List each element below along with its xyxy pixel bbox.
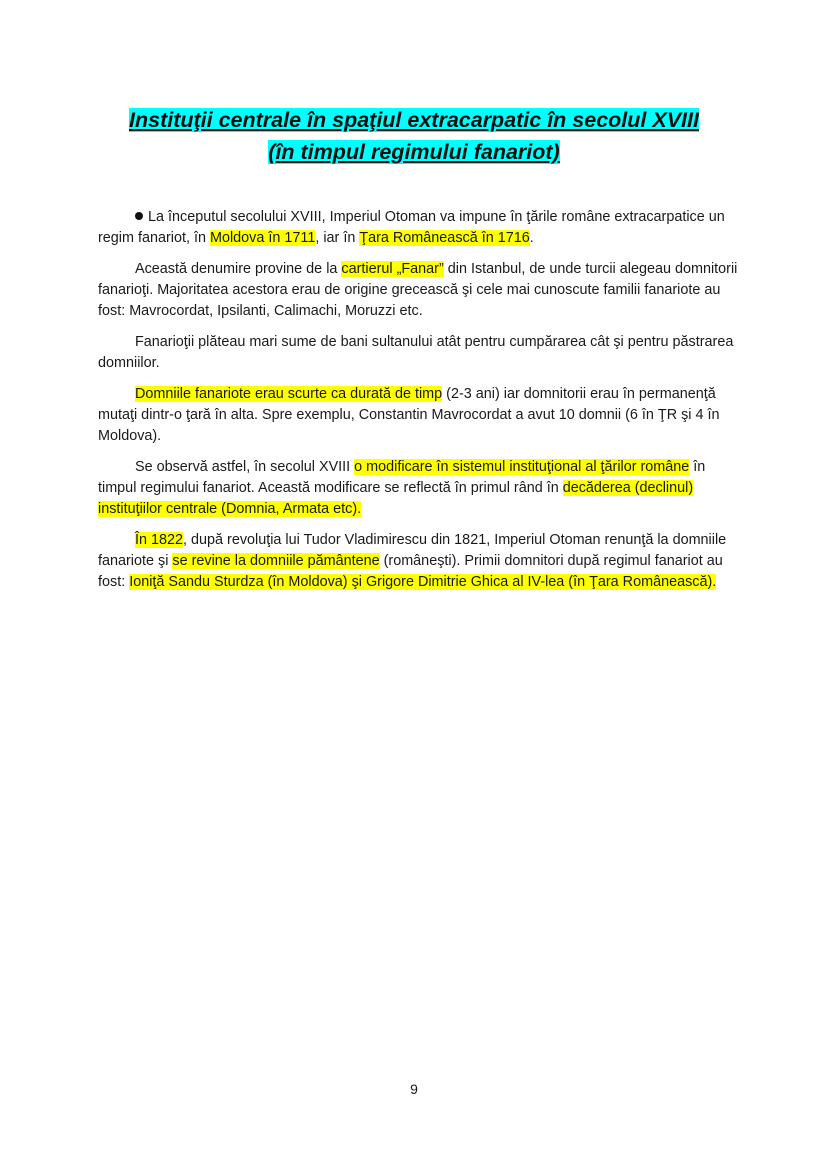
title-line-2: (în timpul regimului fanariot): [268, 140, 560, 164]
document-body: [98, 207, 738, 603]
paragraph-3: [98, 332, 738, 374]
p5-highlight-2: decăderea (declinul) instituţiilor centrale (Domnia, Armata etc).: [98, 480, 694, 517]
p5-text-1: Se observă astfel, în secolul XVIII: [135, 459, 355, 475]
p6-highlight-2: se revine la domniile pământene: [172, 553, 380, 569]
p1-text-2: , iar în: [315, 230, 360, 246]
p4-highlight-1: Domniile fanariote erau scurte ca durată de timp: [135, 386, 443, 402]
title-line-1: Instituţii centrale în spaţiul extracarpatic în secolul XVIII: [129, 108, 699, 132]
p1-highlight-1: Moldova în 1711: [209, 230, 316, 246]
p5-text-2: în timpul regimului fanariot. Această modificare se reflectă în primul rând în: [98, 459, 706, 496]
page-number: 9: [410, 1081, 418, 1097]
p1-text-1: La începutul secolului XVIII, Imperiul Otoman va impune în ţările române extracarpatice un regim fanariot, în: [98, 209, 725, 246]
p5-highlight-1: o modificare în sistemul instituţional al ţărilor române: [354, 459, 690, 475]
p4-text-1: (2-3 ani) iar domnitorii erau în permanenţă mutaţi dintr-o ţară în alta. Spre exemplu, Constantin Mavrocordat a avut 10 domnii (6 în ŢR şi 4 în Moldova).: [98, 386, 720, 444]
p6-highlight-1: În 1822: [135, 532, 184, 548]
p2-text-2: din Istanbul, de unde turcii alegeau domnitorii fanarioţi. Majoritatea acestora erau de origine grecească şi cele mai cunoscute familii fanariote au fost: Mavrocordat, Ipsilanti, Calimachi, Moruzzi etc.: [98, 261, 738, 319]
p1-highlight-2: Ţara Românească în 1716: [359, 230, 530, 246]
p2-text-1: Această denumire provine de la: [135, 261, 342, 277]
paragraph-1: [98, 207, 738, 249]
paragraph-4: [98, 384, 738, 447]
paragraph-2: [98, 259, 738, 322]
p6-text-1: , după revoluţia lui Tudor Vladimirescu din 1821, Imperiul Otoman renunţă la domniile fanariote şi: [98, 532, 727, 569]
p3-text-1: Fanarioţii plăteau mari sume de bani sultanului atât pentru cumpărarea cât şi pentru păstrarea domniilor.: [98, 334, 734, 371]
paragraph-5: [98, 457, 738, 520]
page-title: [60, 104, 768, 168]
p6-highlight-3: Ioniţă Sandu Sturdza (în Moldova) şi Grigore Dimitrie Ghica al IV-lea (în Ţara Românească).: [129, 574, 717, 590]
paragraph-6: [98, 530, 738, 593]
p6-text-2: (româneşti). Primii domnitori după regimul fanariot au fost:: [98, 553, 723, 590]
bullet-icon: [135, 212, 143, 220]
p1-text-3: .: [529, 230, 534, 246]
p2-highlight-1: cartierul „Fanar”: [341, 261, 444, 277]
